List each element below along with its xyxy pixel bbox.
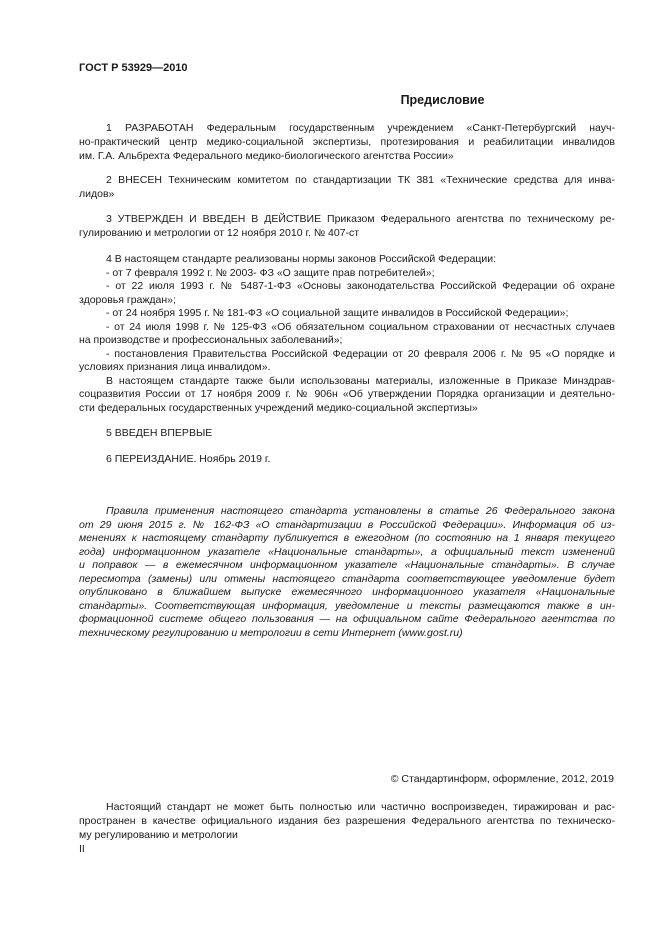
notice-line: стандарты». Соответствующая информация, уведомление и тексты размещаются также в ин- — [79, 600, 615, 612]
text-line: гулированию и метрологии от 12 ноября 2010 г. № 407-ст — [79, 227, 360, 239]
text-line: 1 РАЗРАБОТАН Федеральным государственным учреждением «Санкт-Петербургский науч- — [106, 122, 615, 134]
list-item: - постановления Правительства Российской Федерации от 20 февраля 2006 г. № 95 «О порядке и — [106, 348, 615, 360]
text-line: пространен в качестве официального издания без разрешения Федерального агентства по техническо- — [79, 815, 615, 827]
text-line: здоровья граждан»; — [79, 294, 176, 306]
notice-line: формационной системе общего пользования — на официальном сайте Федерального агентства по — [79, 613, 615, 625]
notice-line: менениях к настоящему стандарту публикуется в ежегодном (по состоянию на 1 января текущего — [79, 532, 615, 544]
notice-line: Правила применения настоящего стандарта установлены в статье 26 Федерального закона — [106, 505, 615, 517]
copyright-notice: © Стандартинформ, оформление, 2012, 2019 — [390, 773, 614, 785]
list-item: - от 24 июля 1998 г. № 125-ФЗ «Об обязательном социальном страховании от несчастных случаев — [106, 321, 615, 333]
text-line: 3 УТВЕРЖДЕН И ВВЕДЕН В ДЕЙСТВИЕ Приказом Федерального агентства по техническому ре- — [106, 213, 615, 225]
text-line: 2 ВНЕСЕН Техническим комитетом по стандартизации ТК 381 «Технические средства для инва- — [106, 174, 615, 186]
divider — [79, 789, 615, 790]
notice-line: и поправок — в ежемесячном информационном указателе «Национальные стандарты». В случае — [79, 559, 615, 571]
text-line: соцразвития России от 17 ноября 2009 г. № 906н «Об утверждении Порядка организации и деятельно- — [79, 388, 615, 400]
list-item: - от 22 июля 1993 г. № 5487-1-ФЗ «Основы законодательства Российской Федерации об охране — [106, 280, 615, 292]
text-line: условиях признания лица инвалидом». — [79, 361, 271, 373]
text-line: на производстве и профессиональных заболеваний»; — [79, 334, 343, 346]
text-line: Настоящий стандарт не может быть полностью или частично воспроизведен, тиражирован и рас- — [106, 801, 615, 813]
notice-line: опубликовано в ближайшем выпуске ежемесячного информационного указателя «Национальные — [79, 586, 615, 598]
text-line: 4 В настоящем стандарте реализованы нормы законов Российской Федерации: — [106, 253, 497, 265]
notice-line: техническому регулированию и метрологии в сети Интернет (www.gost.ru) — [79, 627, 463, 639]
text-line: сти федеральных государственных учреждений медико-социальной экспертизы» — [79, 402, 478, 414]
text-line: 6 ПЕРЕИЗДАНИЕ. Ноябрь 2019 г. — [106, 453, 271, 465]
notice-line: от 29 июня 2015 г. № 162-ФЗ «О стандартизации в Российской Федерации». Информация об из- — [79, 519, 615, 531]
text-line: но-практический центр медико-социальной экспертизы, протезирования и реабилитации инвалидов — [79, 136, 615, 148]
text-line: лидов» — [79, 188, 115, 200]
list-item: - от 24 ноября 1995 г. № 181-ФЗ «О социальной защите инвалидов в Российской Федерации»; — [106, 307, 569, 319]
text-line: му регулированию и метрологии — [79, 829, 238, 841]
page-number: II — [79, 843, 85, 855]
list-item: - от 7 февраля 1992 г. № 2003- ФЗ «О защите прав потребителей»; — [106, 267, 435, 279]
section-title: Предисловие — [400, 93, 485, 107]
text-line: 5 ВВЕДЕН ВПЕРВЫЕ — [106, 427, 213, 439]
text-line: им. Г.А. Альбрехта Федерального медико-биологического агентства России» — [79, 150, 454, 162]
document-code: ГОСТ Р 53929—2010 — [79, 62, 188, 74]
text-line: В настоящем стандарте также были использованы материалы, изложенные в Приказе Минздрав- — [106, 375, 615, 387]
notice-line: года) информационном указателе «Национальные стандарты», а официальный текст изменений — [79, 546, 615, 558]
notice-line: пересмотра (замены) или отмены настоящего стандарта соответствующее уведомление будет — [79, 573, 615, 585]
